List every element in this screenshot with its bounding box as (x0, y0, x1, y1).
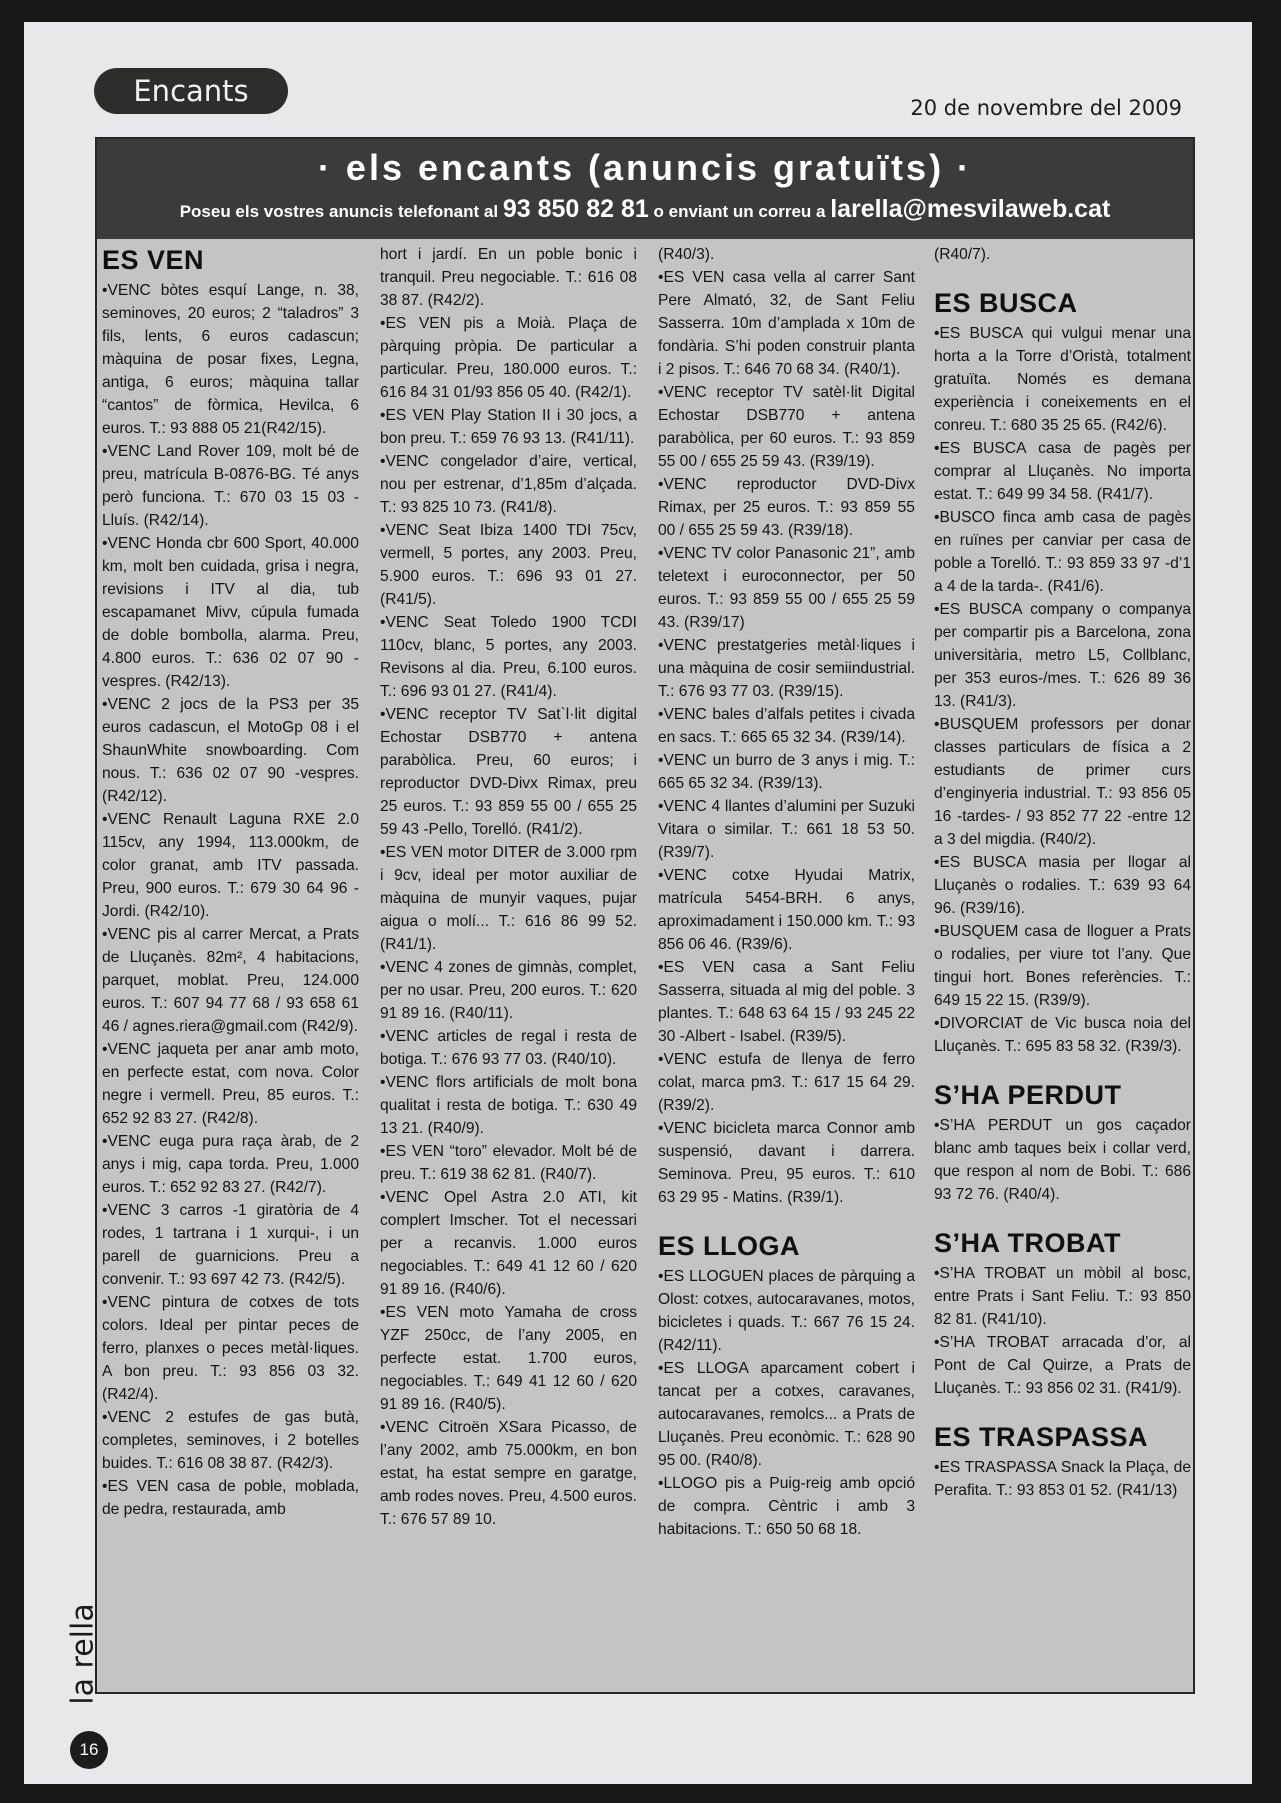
classified-ad: •VENC Opel Astra 2.0 ATI, kit complert Imscher. Tot el necessari per a recanvis. 1.000 euros negociables. T.: 649 41 12 60 / 620 91 89 16. (R40/6). (380, 1189, 637, 1298)
classified-ad: •VENC receptor TV Sat`l·lit digital Echostar DSB770 + antena parabòlica. Preu, 60 euros; i reproductor DVD-Divx Rimax, preu 25 euros. T.: 93 859 55 00 / 655 25 59 43 -Pello, Torelló. (R41/2). (380, 706, 637, 838)
banner-title: · els encants (anuncis gratuïts) · (317, 147, 973, 188)
banner-phone: 93 850 82 81 (502, 195, 649, 223)
classified-ad: •VENC cotxe Hyudai Matrix, matrícula 5454-BRH. 6 anys, aproximadament i 150.000 km. T.: 93 856 06 46. (R39/6). (658, 867, 915, 953)
column-4 (934, 243, 1191, 1683)
brand-side-label (48, 1603, 118, 1705)
column-2 (380, 243, 637, 1683)
classified-ad: •ES BUSCA casa de pagès per comprar al Lluçanès. No importa estat. T.: 649 99 34 58. (R41/7). (934, 440, 1191, 503)
classified-ad: •VENC Renault Laguna RXE 2.0 115cv, any 1994, 113.000km, de color granat, amb ITV passada. Preu, 900 euros. T.: 679 30 64 96 -Jordi. (R42/10). (102, 811, 359, 920)
classified-ad: •VENC receptor TV satèl·lit Digital Echostar DSB770 + antena parabòlica, per 60 euros. T.: 93 859 55 00 / 655 25 59 43. (R39/19). (658, 384, 915, 470)
classified-ad: •VENC euga pura raça àrab, de 2 anys i mig, capa torda. Preu, 1.000 euros. T.: 652 92 83 27. (R42/7). (102, 1133, 359, 1196)
classified-ad: •ES BUSCA masia per llogar al Lluçanès o rodalies. T.: 639 93 64 96. (R39/16). (934, 854, 1191, 917)
banner-sub-mid: o enviant un correu a (653, 202, 826, 221)
brand-name: la rella (65, 1603, 101, 1705)
section-heading: ES VEN (102, 245, 205, 275)
classified-ad: •VENC bicicleta marca Connor amb suspensió, davant i darrera. Seminova. Preu, 95 euros. T.: 610 63 29 95 - Matins. (R39/1). (658, 1120, 915, 1206)
classified-ad: •VENC un burro de 3 anys i mig. T.: 665 65 32 34. (R39/13). (658, 752, 915, 792)
banner-subtitle (97, 193, 1193, 228)
classified-ad: •ES VEN moto Yamaha de cross YZF 250cc, de l’any 2005, en perfecte estat. 1.700 euros, negociables. T.: 649 41 12 60 / 620 91 89 16. (R40/5). (380, 1304, 637, 1413)
column-3 (658, 243, 915, 1683)
classified-ad: •BUSQUEM professors per donar classes particulars de física a 2 estudiants de primer curs d’enginyeria industrial. T.: 93 856 05 16 -tardes- / 93 852 77 22 -entre 12 a 3 del migdia. (R40/2). (934, 716, 1191, 848)
classified-ad: •VENC prestatgeries metàl·liques i una màquina de cosir semiindustrial. T.: 676 93 77 03. (R39/15). (658, 637, 915, 700)
classified-ad: •ES BUSCA qui vulgui menar una horta a la Torre d’Oristà, totalment gratuïta. Només es demana experiència i coneixements en el conreu. T.: 680 35 25 65. (R42/6). (934, 325, 1191, 434)
classified-ad: •VENC reproductor DVD-Divx Rimax, per 25 euros. T.: 93 859 55 00 / 655 25 59 43. (R39/18). (658, 476, 915, 539)
classified-ad: (R40/3). (658, 246, 715, 263)
classified-ad: •VENC 4 llantes d’alumini per Suzuki Vitara o similar. T.: 661 18 53 50. (R39/7). (658, 798, 915, 861)
classified-ad: •VENC jaqueta per anar amb moto, en perfecte estat, com nova. Color negre i vermell. Preu, 85 euros. T.: 652 92 83 27. (R42/8). (102, 1041, 359, 1127)
classified-ad: •VENC pintura de cotxes de tots colors. Ideal per pintar peces de ferro, planxes o peces metàl·liques. A bon preu. T.: 93 856 03 32. (R42/4). (102, 1294, 359, 1403)
page (24, 22, 1252, 1784)
page-number: 16 (70, 1731, 108, 1769)
classified-ad: •VENC Honda cbr 600 Sport, 40.000 km, molt ben cuidada, grisa i negra, revisions i ITV al dia, tub escapamanet Mivv, cúpula fumada de doble bombolla, alarma. Preu, 4.800 euros. T.: 636 02 07 90 -vespres. (R42/13). (102, 535, 359, 690)
classified-ad: •VENC estufa de llenya de ferro colat, marca pm3. T.: 617 15 64 29. (R39/2). (658, 1051, 915, 1114)
classified-ad: •VENC Seat Toledo 1900 TCDI 110cv, blanc, 5 portes, any 2003. Revisons al dia. Preu, 6.100 euros. T.: 696 93 01 27. (R41/4). (380, 614, 637, 700)
classified-ad: •VENC articles de regal i resta de botiga. T.: 676 93 77 03. (R40/10). (380, 1028, 637, 1068)
issue-date: 20 de novembre del 2009 (910, 96, 1182, 120)
classifieds-box (95, 137, 1195, 1694)
section-heading: ES LLOGA (658, 1231, 801, 1261)
classified-ad: •ES VEN casa a Sant Feliu Sasserra, situada al mig del poble. 3 plantes. T.: 648 63 64 15 / 93 245 22 30 -Albert - Isabel. (R39/5). (658, 959, 915, 1045)
section-heading: S’HA TROBAT (934, 1228, 1121, 1258)
classified-ad: •VENC Seat Ibiza 1400 TDI 75cv, vermell, 5 portes, any 2003. Preu, 5.900 euros. T.: 696 93 01 27. (R41/5). (380, 522, 637, 608)
classified-ad: •ES VEN casa vella al carrer Sant Pere Almató, 32, de Sant Feliu Sasserra. 10m d’amplada x 10m de fondària. S’hi poden construir planta i 2 pisos. T.: 646 70 68 34. (R40/1). (658, 269, 915, 378)
classified-ad: •VENC 2 jocs de la PS3 per 35 euros cadascun, el MotoGp 08 i el ShaunWhite snowboarding. Com nous. T.: 636 02 07 90 -vespres. (R42/12). (102, 696, 359, 805)
section-heading: ES BUSCA (934, 288, 1078, 318)
classified-ad: •VENC 4 zones de gimnàs, complet, per no usar. Preu, 200 euros. T.: 620 91 89 16. (R40/11). (380, 959, 637, 1022)
classified-ad: •ES VEN “toro” elevador. Molt bé de preu. T.: 619 38 62 81. (R40/7). (380, 1143, 637, 1183)
classified-ad: •VENC 3 carros -1 giratòria de 4 rodes, 1 tartrana i 1 xurqui-, i un parell de guarnicions. Preu a convenir. T.: 93 697 42 73. (R42/5). (102, 1202, 359, 1288)
classified-ad: •ES LLOGUEN places de pàrquing a Olost: cotxes, autocaravanes, motos, bicicletes i quads. T.: 667 76 15 24. (R42/11). (658, 1268, 915, 1354)
classified-ad: •ES LLOGA aparcament cobert i tancat per a cotxes, caravanes, autocaravanes, remolcs... a Prats de Lluçanès. Preu econòmic. T.: 628 90 95 00. (R40/8). (658, 1360, 915, 1469)
section-tab: Encants (94, 68, 288, 114)
classified-ad: •DIVORCIAT de Vic busca noia del Lluçanès. T.: 695 83 58 32. (R39/3). (934, 1015, 1191, 1055)
classified-ad: •ES VEN Play Station II i 30 jocs, a bon preu. T.: 659 76 93 13. (R41/11). (380, 407, 637, 447)
section-heading: ES TRASPASSA (934, 1422, 1149, 1452)
banner-email: larella@mesvilaweb.cat (830, 195, 1111, 223)
banner (97, 139, 1193, 239)
classified-ad: (R40/7). (934, 246, 991, 263)
classified-ad: •VENC Land Rover 109, molt bé de preu, matrícula B-0876-BG. Té anys però funciona. T.: 670 03 15 03 -Lluís. (R42/14). (102, 443, 359, 529)
classified-ad: •VENC bòtes esquí Lange, n. 38, seminoves, 20 euros; 2 “taladros” 3 fils, lents, 6 euros cadascun; màquina de posar fixes, Legna, antiga, 6 euros; màquina tallar “cantos” de fòrmica, Hevilca, 6 euros. T.: 93 888 05 21(R42/15). (102, 282, 359, 437)
classified-ad: •S’HA PERDUT un gos caçador blanc amb taques beix i collar verd, que respon al nom de Bobi. T.: 686 93 72 76. (R40/4). (934, 1117, 1191, 1203)
classified-ad: •VENC bales d’alfals petites i civada en sacs. T.: 665 65 32 34. (R39/14). (658, 706, 915, 746)
classified-ad: •ES VEN casa de poble, moblada, de pedra, restaurada, amb (102, 1478, 359, 1518)
classified-ad: •VENC 2 estufes de gas butà, completes, seminoves, i 2 botelles buides. T.: 616 08 38 87. (R42/3). (102, 1409, 359, 1472)
column-1 (102, 243, 359, 1683)
classified-ad: •ES VEN motor DITER de 3.000 rpm i 9cv, ideal per motor auxiliar de màquina de munyir vaques, pujar aigua o molí... T.: 616 86 99 52. (R41/1). (380, 844, 637, 953)
classified-ad: •VENC TV color Panasonic 21”, amb teletext i euroconnector, per 50 euros. T.: 93 859 55 00 / 655 25 59 43. (R39/17) (658, 545, 915, 631)
classified-ad: •VENC pis al carrer Mercat, a Prats de Lluçanès. 82m², 4 habitacions, parquet, moblat. Preu, 124.000 euros. T.: 607 94 77 68 / 93 658 61 46 / agnes.riera@gmail.com (R42/9). (102, 926, 359, 1035)
classified-ad: •VENC Citroën XSara Picasso, de l’any 2002, amb 75.000km, en bon estat, ha estat sempre en garatge, amb rodes noves. Preu, 4.500 euros. T.: 676 57 89 10. (380, 1419, 637, 1528)
classified-ad: •LLOGO pis a Puig-reig amb opció de compra. Cèntric i amb 3 habitacions. T.: 650 50 68 18. (658, 1475, 915, 1538)
classified-ad: •ES BUSCA company o companya per compartir pis a Barcelona, zona universitària, metro L5, Collblanc, per 353 euros-/mes. T.: 626 89 36 13. (R41/3). (934, 601, 1191, 710)
classified-ad: •BUSCO finca amb casa de pagès en ruïnes per canviar per casa de poble a Torelló. T.: 93 859 33 97 -d’1 a 4 de la tarda-. (R41/6). (934, 509, 1191, 595)
classified-ad: •S’HA TROBAT un mòbil al bosc, entre Prats i Sant Feliu. T.: 93 850 82 81. (R41/10). (934, 1265, 1191, 1328)
classified-ad: •ES TRASPASSA Snack la Plaça, de Perafita. T.: 93 853 01 52. (R41/13) (934, 1459, 1191, 1499)
classified-ad: •S’HA TROBAT arracada d’or, al Pont de Cal Quirze, a Prats de Lluçanès. T.: 93 856 02 31. (R41/9). (934, 1334, 1191, 1397)
banner-sub-prefix: Poseu els vostres anuncis telefonant al (179, 202, 499, 221)
classified-ad: •BUSQUEM casa de lloguer a Prats o rodalies, per viure tot l’any. Que tingui hort. Bones referències. T.: 649 15 22 15. (R39/9). (934, 923, 1191, 1009)
classified-ad: •VENC congelador d’aire, vertical, nou per estrenar, d’1,85m d’alçada. T.: 93 825 10 73. (R41/8). (380, 453, 637, 516)
section-heading: S’HA PERDUT (934, 1080, 1122, 1110)
classified-ad: •ES VEN pis a Moià. Plaça de pàrquing pròpia. De particular a particular. Preu, 180.000 euros. T.: 616 84 31 01/93 856 05 40. (R42/1). (380, 315, 637, 401)
classified-ad: •VENC flors artificials de molt bona qualitat i resta de botiga. T.: 630 49 13 21. (R40/9). (380, 1074, 637, 1137)
classified-ad: hort i jardí. En un poble bonic i tranquil. Preu negociable. T.: 616 08 38 87. (R42/2). (380, 246, 637, 309)
